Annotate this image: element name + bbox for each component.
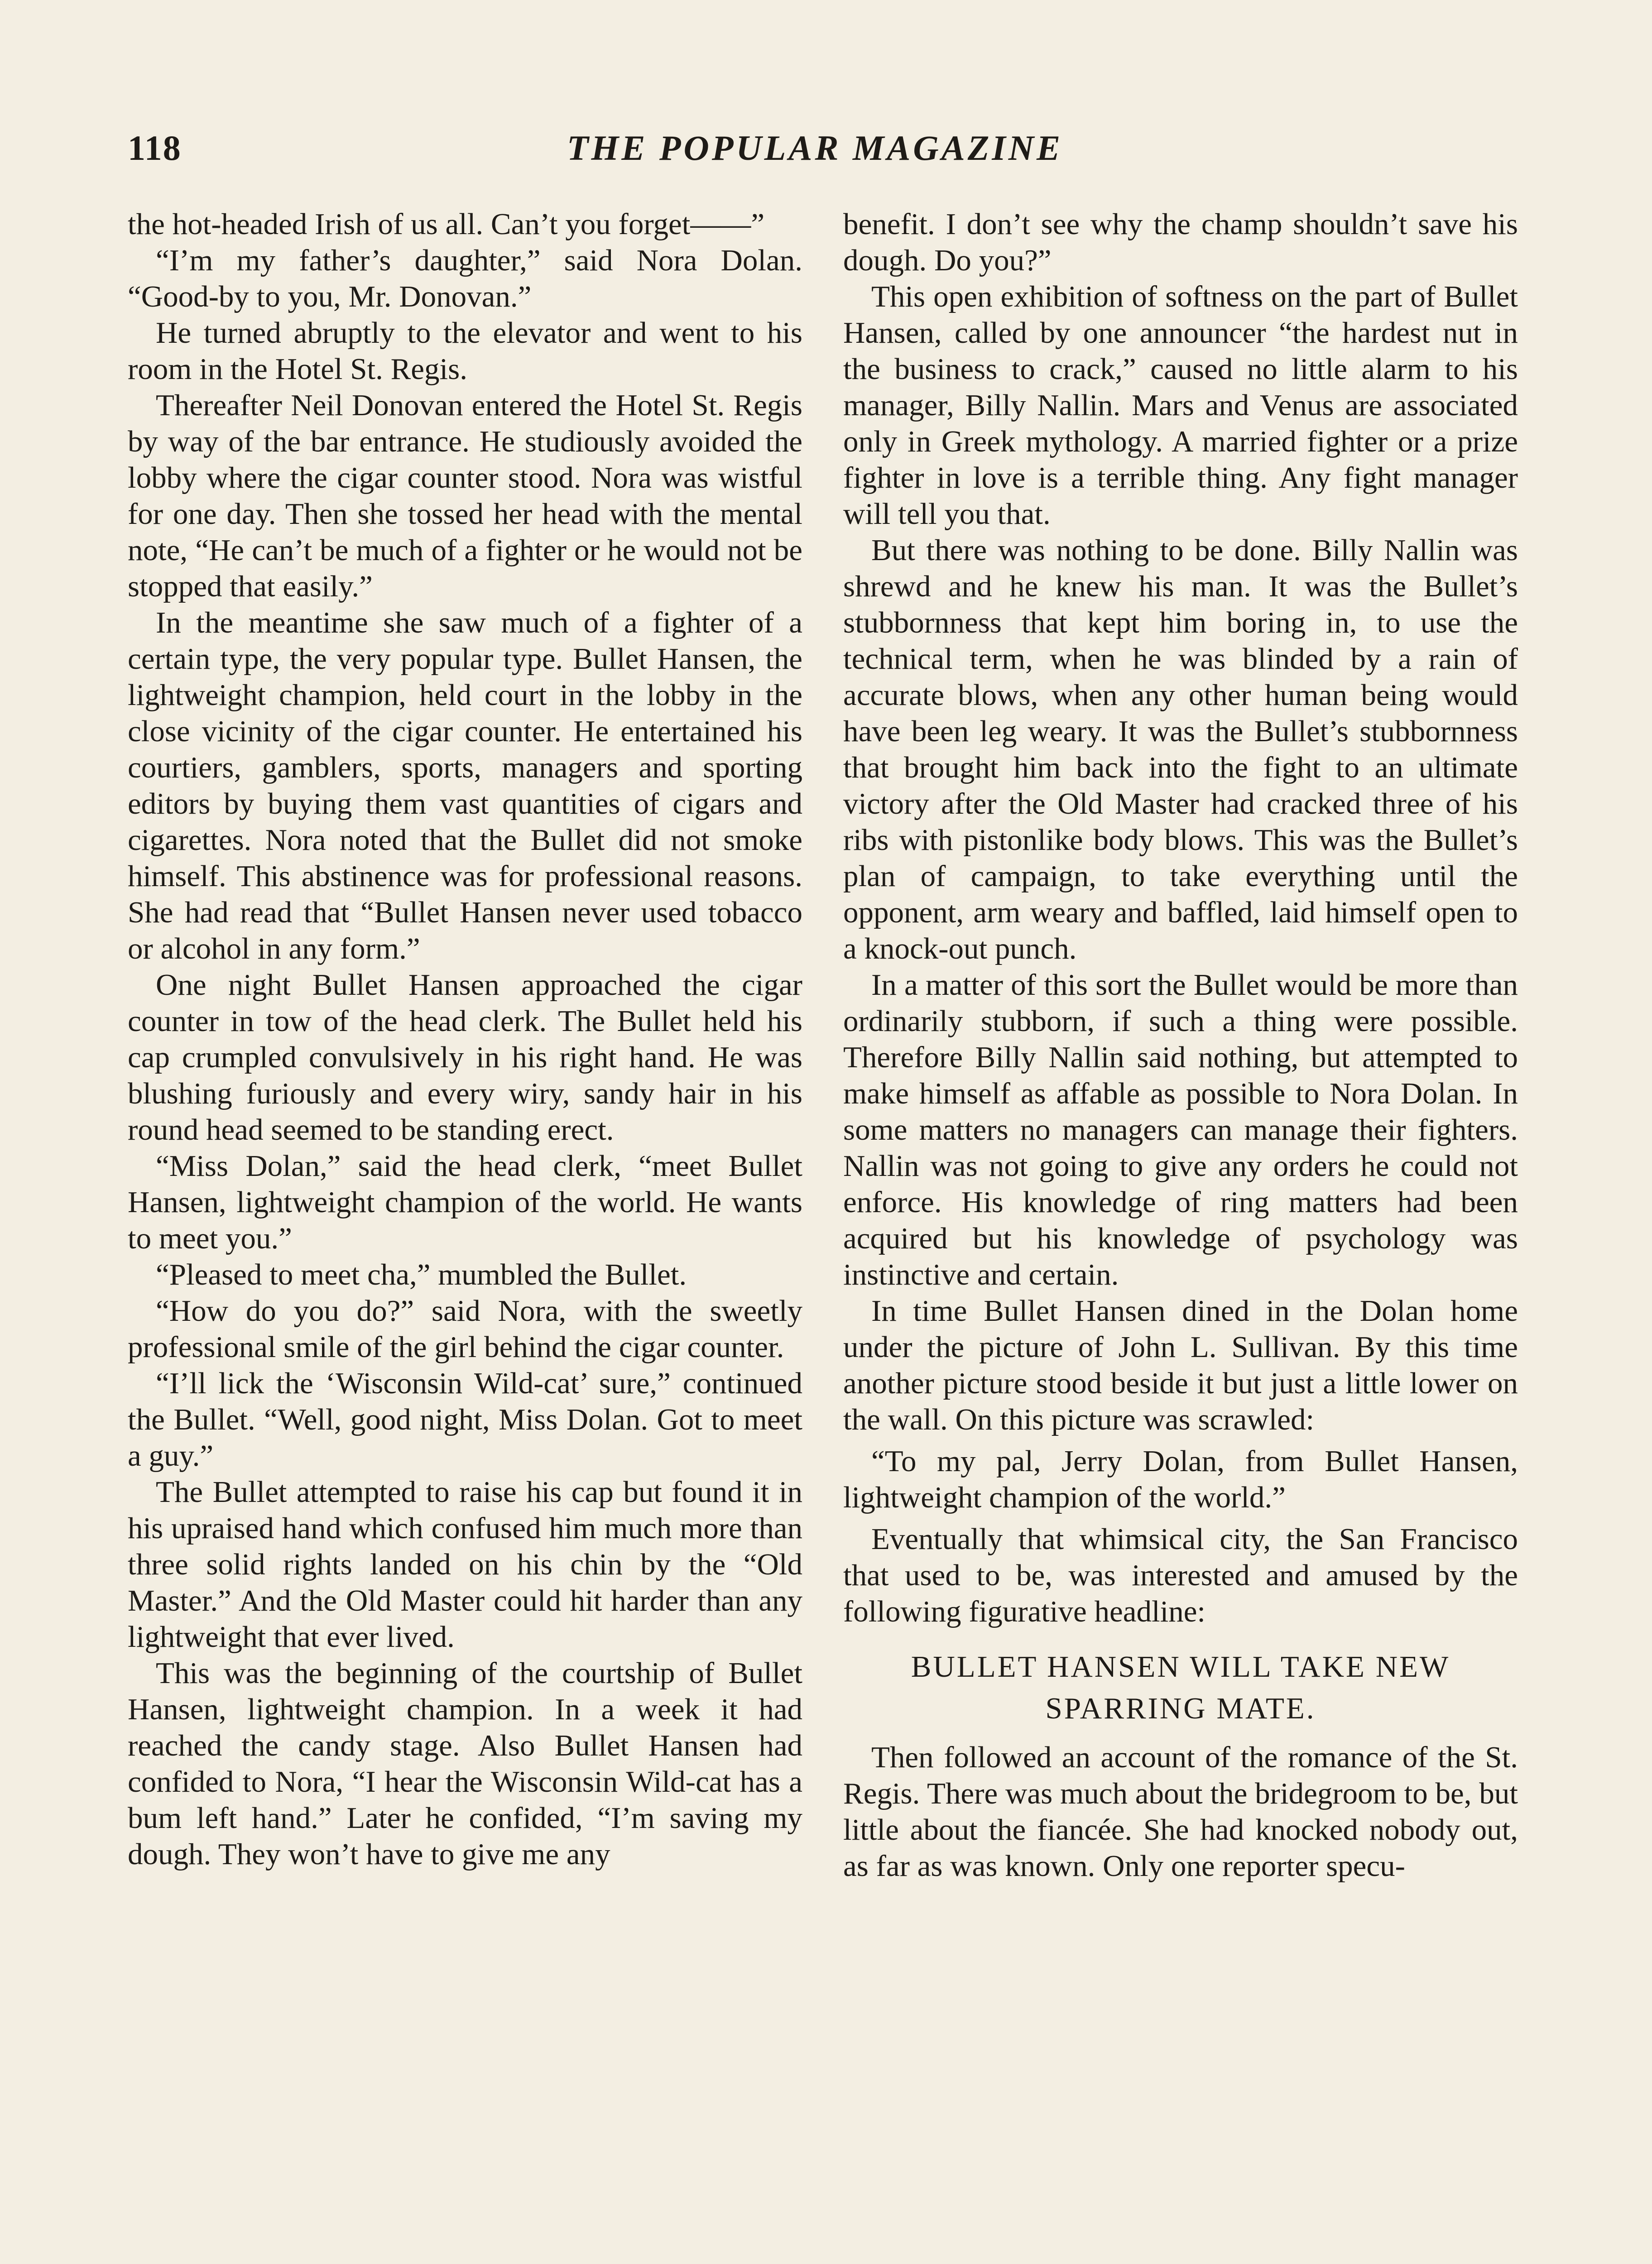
newspaper-headline	[843, 1646, 1518, 1729]
paragraph: “To my pal, Jerry Dolan, from Bullet Hansen, lightweight champion of the world.”	[843, 1444, 1518, 1514]
paragraph: Then followed an account of the romance of the St. Regis. There was much about the bridegroom to be, but little about the fiancée. She had knocked nobody out, as far as was known. Only one reporter specu-	[843, 1741, 1518, 1883]
page-number: 118	[128, 128, 182, 168]
headline-line-1: BULLET HANSEN WILL TAKE NEW	[911, 1650, 1450, 1684]
headline-line-2: SPARRING MATE.	[1045, 1692, 1316, 1725]
paragraph: In time Bullet Hansen dined in the Dolan home under the picture of John L. Sullivan. By this time another picture stood beside it but just a little lower on the wall. On this picture was scrawled:	[843, 1294, 1518, 1436]
left-column	[128, 206, 802, 2264]
page-header	[128, 128, 1527, 177]
paragraph: In a matter of this sort the Bullet would be more than ordinarily stubborn, if such a thing were possible. Therefore Billy Nallin said nothing, but attempted to make himself as affable as possible to Nora Dolan. In some matters no managers can manage their fighters. Nallin was not going to give any orders he could not enforce. His knowledge of ring matters had been acquired but his knowledge of psychology was instinctive and certain.	[843, 968, 1518, 1291]
paragraph: “I’m my father’s daughter,” said Nora Dolan. “Good-by to you, Mr. Donovan.”	[128, 244, 802, 313]
paragraph: In the meantime she saw much of a fighter of a certain type, the very popular type. Bullet Hansen, the lightweight champion, held court in the lobby in the close vicinity of the cigar counter. He entertained his courtiers, gamblers, sports, managers and sporting editors by buying them vast quantities of cigars and cigarettes. Nora noted that the Bullet did not smoke himself. This abstinence was for professional reasons. She had read that “Bullet Hansen never used tobacco or alcohol in any form.”	[128, 606, 802, 965]
paragraph: This open exhibition of softness on the part of Bullet Hansen, called by one announcer “the hardest nut in the business to crack,” caused no little alarm to his manager, Billy Nallin. Mars and Venus are associated only in Greek mythology. A married fighter or a prize fighter in love is a terrible thing. Any fight manager will tell you that.	[843, 280, 1518, 531]
running-head: THE POPULAR MAGAZINE	[567, 128, 1063, 168]
paragraph: “I’ll lick the ‘Wisconsin Wild-cat’ sure,” continued the Bullet. “Well, good night, Miss Dolan. Got to meet a guy.”	[128, 1367, 802, 1473]
paragraph: “How do you do?” said Nora, with the sweetly professional smile of the girl behind the cigar counter.	[128, 1294, 802, 1364]
paragraph: Thereafter Neil Donovan entered the Hotel St. Regis by way of the bar entrance. He studiously avoided the lobby where the cigar counter stood. Nora was wistful for one day. Then she tossed her head with the mental note, “He can’t be much of a fighter or he would not be stopped that easily.”	[128, 389, 802, 603]
right-column	[843, 206, 1518, 2264]
paragraph: the hot-headed Irish of us all. Can’t you forget——”	[128, 207, 765, 241]
paragraph: But there was nothing to be done. Billy Nallin was shrewd and he knew his man. It was the Bullet’s stubbornness that kept him boring in, to use the technical term, when he was blinded by a rain of accurate blows, when any other human being would have been leg weary. It was the Bullet’s stubbornness that brought him back into the fight to an ultimate victory after the Old Master had cracked three of his ribs with pistonlike body blows. This was the Bullet’s plan of campaign, to take everything until the opponent, arm weary and baffled, laid himself open to a knock-out punch.	[843, 533, 1518, 965]
paragraph: “Miss Dolan,” said the head clerk, “meet Bullet Hansen, lightweight champion of the world. He wants to meet you.”	[128, 1149, 802, 1255]
paragraph: The Bullet attempted to raise his cap but found it in his upraised hand which confused him much more than three solid rights landed on his chin by the “Old Master.” And the Old Master could hit harder than any lightweight that ever lived.	[128, 1475, 802, 1654]
paragraph: This was the beginning of the courtship of Bullet Hansen, lightweight champion. In a week it had reached the candy stage. Also Bullet Hansen had confided to Nora, “I hear the Wisconsin Wild-cat has a bum left hand.” Later he confided, “I’m saving my dough. They won’t have to give me any	[128, 1656, 802, 1871]
paragraph: benefit. I don’t see why the champ shouldn’t save his dough. Do you?”	[843, 207, 1518, 277]
paragraph: One night Bullet Hansen approached the cigar counter in tow of the head clerk. The Bullet held his cap crumpled convulsively in his right hand. He was blushing furiously and every wiry, sandy hair in his round head seemed to be standing erect.	[128, 968, 802, 1146]
paragraph: “Pleased to meet cha,” mumbled the Bullet.	[156, 1258, 687, 1291]
paragraph: He turned abruptly to the elevator and went to his room in the Hotel St. Regis.	[128, 316, 802, 386]
paragraph: Eventually that whimsical city, the San Francisco that used to be, was interested and amused by the following figurative headline:	[843, 1522, 1518, 1628]
